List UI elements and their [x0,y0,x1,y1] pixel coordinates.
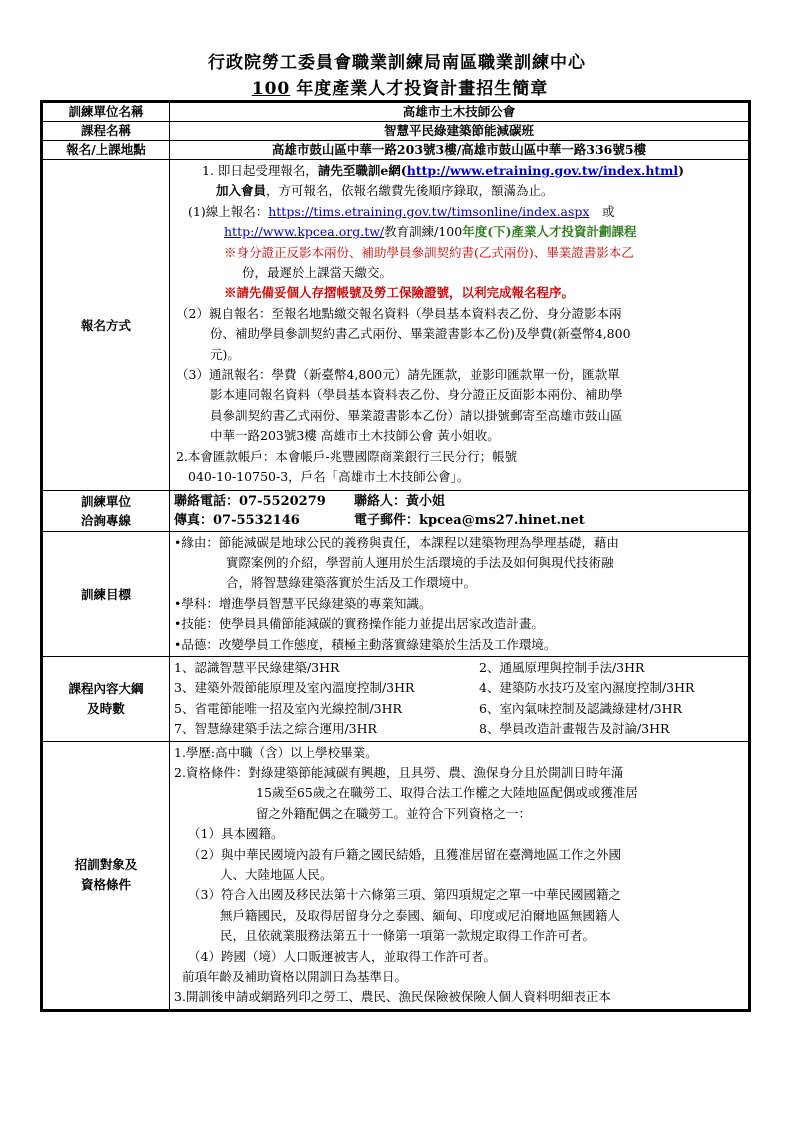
enrollment-table [40,100,751,1012]
mail-line-2: 影本連同報名資料（學員基本資料表乙份、身分證正反面影本兩份、補助學 [210,387,623,403]
location-label: 報名/上課地點 [42,141,170,160]
goals-content [170,531,750,656]
goal-origin-1: •緣由：節能減碳是地球公民的義務與責任，本課程以建築物理為學理基礎，藉由 [174,534,619,550]
row-eligibility [42,741,750,1010]
signup-label: 報名方式 [42,160,170,491]
course-item: 5、省電節能唯一招及室內光線控制/3HR [174,700,402,716]
bank-line-2: 040-10-10750-3，戶名「高雄市土木技師公會」。 [188,469,470,485]
elig-option-3a: （3）符合入出國及移民法第十六條第三項、第四項規定之單一中華民國國籍之 [188,887,621,903]
in-person-line-1: （2）親自報名：至報名地點繳交報名資料（學員基本資料表乙份、身分證影本兩 [176,305,622,321]
course-item: 7、智慧綠建築手法之綜合運用/3HR [174,721,377,737]
signup-line-2: ，方可報名，依報名繳費先後順序錄取，額滿為止。 [266,183,554,199]
in-person-line-2: 份、補助學員參訓契約書乙式兩份、畢業證書影本乙份)及學費(新臺幣4,800 [210,326,631,342]
elig-insurance: 3.開訓後申請或網路列印之勞工、農民、漁民保險被保險人個人資料明細表正本 [174,989,611,1005]
row-goals [42,531,750,656]
content-label-1: 課程內容大綱 [68,680,144,696]
docs-note-1: ※身分證正反影本兩份、補助學員參訓契約書(乙式兩份)、畢業證書影本乙 [224,244,634,260]
eligibility-label-2: 資格條件 [80,877,131,893]
elig-option-3b: 無戶籍國民，及取得居留身分之泰國、緬甸、印度或尼泊爾地區無國籍人 [220,907,621,923]
course-item: 4、建築防水技巧及室內濕度控制/3HR [479,680,695,696]
tims-link[interactable]: https://tims.etraining.gov.tw/timsonline/index.aspx [268,203,590,219]
elig-baseline: 前項年齡及補助資格以開訓日為基準日。 [182,969,408,985]
content-label [42,656,170,741]
etraining-close: ) [678,163,685,178]
fax: 傳真：07-5532146 [174,512,300,528]
mail-line-1: （3）通訊報名：學費（新臺幣4,800元）請先匯款，並影印匯款單一份，匯款單 [176,367,620,383]
elig-cond-2: 15歲至65歲之在職勞工、取得合法工作權之大陸地區配偶或或獲准居 [256,785,638,801]
contact-label [42,490,170,531]
course-item: 6、室內氣味控制及認識綠建材/3HR [479,700,682,716]
course-item: 2、通風原理與控制手法/3HR [479,659,645,675]
in-person-line-3: 元)。 [210,346,240,362]
mail-line-4: 中華一路203號3樓 高雄市土木技師公會 黃小姐收。 [210,428,500,444]
mail-line-3: 員參訓契約書乙式兩份、畢業證書影本乙份）請以掛號郵寄至高雄市鼓山區 [210,407,623,423]
email: 電子郵件：kpcea@ms27.hinet.net [354,512,585,528]
docs-note-2: 份，最遲於上課當天繳交。 [242,265,393,281]
elig-cond-3: 留之外籍配偶之在職勞工。並符合下列資格之一： [256,805,532,821]
goal-knowledge: •學科：增進學員智慧平民綠建築的專業知識。 [174,595,432,611]
bank-line-1: 2.本會匯款帳戶：本會帳戶-兆豐國際商業銀行三民分行；帳號 [176,448,518,464]
document-subtitle [0,74,794,99]
row-course [42,122,750,141]
eligibility-content [170,741,750,1010]
unit-label: 訓練單位名稱 [42,102,170,122]
contact-label-1: 訓練單位 [80,493,131,509]
phone: 聯絡電話：07-5520279 [174,493,326,509]
goals-label: 訓練目標 [42,531,170,656]
row-signup [42,160,750,491]
account-note: ※請先備妥個人存摺帳號及勞工保險證號，以利完成報名程序。 [224,285,575,301]
elig-education: 1.學歷:高中職（含）以上學校畢業。 [174,744,378,760]
row-location [42,141,750,160]
goal-origin-3: 合，將智慧綠建築落實於生活及工作環境中。 [226,575,477,591]
course-label: 課程名稱 [42,122,170,141]
training-path: 教育訓練/100 [384,224,463,240]
etraining-note: 請先至職訓e網( [317,163,407,178]
location-value: 高雄市鼓山區中華一路203號3樓/高雄市鼓山區中華一路336號5樓 [170,141,750,160]
eligibility-label-1: 招訓對象及 [74,857,138,873]
elig-option-4: （4）跨國（境）人口販運被害人，並取得工作許可者。 [188,948,496,964]
course-item: 3、建築外殼節能原理及室內溫度控制/3HR [174,680,415,696]
elig-option-2b: 人、大陸地區人民。 [220,867,333,882]
or-text: 或 [589,203,615,219]
contact-person: 聯絡人：黃小姐 [354,493,446,509]
signup-line-1: 1. 即日起受理報名， [202,163,318,178]
elig-cond-1: 2.資格條件：對綠建築節能減碳有興趣，且具勞、農、漁保身分且於開訓日時年滿 [174,764,624,780]
etraining-link[interactable]: http://www.etraining.gov.tw/index.html [406,163,679,178]
content-label-2: 及時數 [87,700,125,716]
join-member-text: 加入會員 [216,183,267,199]
signup-content [170,160,750,491]
document-title: 行政院勞工委員會職業訓練局南區職業訓練中心 [208,53,586,73]
course-item: 1、認識智慧平民綠建築/3HR [174,659,340,675]
unit-value: 高雄市土木技師公會 [170,102,750,122]
course-item: 8、學員改造計畫報告及討論/3HR [479,721,670,737]
content-list [170,656,750,741]
kpcea-link[interactable]: http://www.kpcea.org.tw/ [224,224,385,240]
goal-origin-2: 實際案例的介紹，學習前人運用於生活環境的手法及如何與現代技術融 [226,554,614,570]
eligibility-label [42,741,170,1010]
contact-content [170,490,750,531]
course-plan-text: 年度(下)產業人才投資計劃課程 [462,224,637,240]
plan-name: 年度產業人才投資計畫招生簡章 [296,79,549,99]
goal-skill: •技能：使學員具備節能減碳的實務操作能力並提出居家改造計畫。 [174,616,544,632]
elig-option-1: （1）具本國籍。 [188,826,284,842]
plan-year: 100 [251,79,291,99]
elig-option-3c: 民，且依就業服務法第五十一條第一項第一款規定取得工作許可者。 [220,928,596,944]
row-unit [42,102,750,122]
online-signup-label: (1)線上報名： [188,203,269,219]
row-contact [42,490,750,531]
contact-label-2: 洽詢專線 [80,512,131,528]
goal-attitude: •品德：改變學員工作態度，積極主動落實綠建築於生活及工作環境。 [174,636,557,652]
elig-option-2a: （2）與中華民國境內設有戶籍之國民結婚，且獲准居留在臺灣地區工作之外國 [188,846,621,862]
row-content [42,656,750,741]
course-value: 智慧平民綠建築節能減碳班 [170,122,750,141]
